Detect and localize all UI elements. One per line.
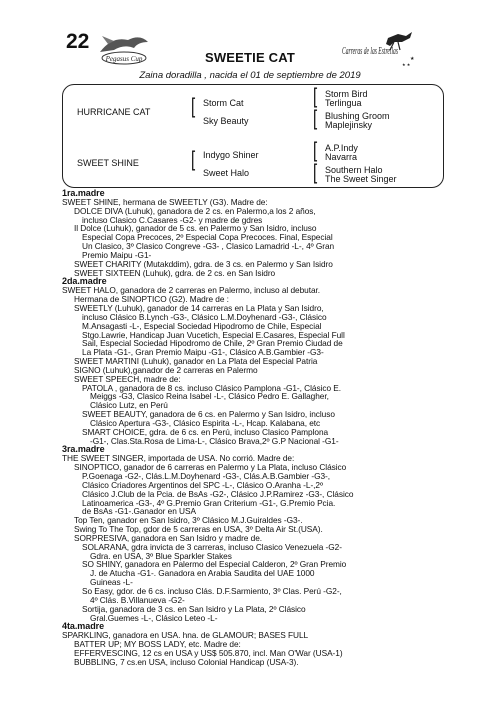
record-line: SWEET CHARITY (Mutakddim), gdra. de 3 cs. en Palermo y San Isidro [74, 258, 333, 269]
record-line: 4º Clás. B.Villanueva -G2- [90, 594, 185, 605]
record-line: P.Goenaga -G2-, Clás.L.M.Doyhenard -G3-, Clás.A.B.Gambier -G3-, [82, 471, 331, 481]
record-line: THE SWEET SINGER, importada de USA. No corrió. Madre de: [62, 453, 295, 464]
pedigree-box [62, 84, 444, 188]
horse-description: Zaina doradilla , nacida el 01 de septiembre de 2019 [139, 70, 361, 81]
record-line: DOLCE DIVA (Luhuk), ganadora de 2 cs. en Palermo,a los 2 años, [74, 205, 316, 216]
section-heading: 1ra.madre [62, 188, 105, 198]
record-line: Top Ten, ganador en San Isidro, 3º Clásico M.J.Guiraldes -G3-. [74, 515, 303, 526]
record-line: SO SHINY, ganadora en Palermo del Especial Calderon, 2º Gran Premio [82, 559, 347, 570]
logo-right-text: Carreras de las Estrellas [342, 46, 399, 57]
record-line: SWEETLY (Luhuk), ganador de 14 carreras en La Plata y San Isidro, [74, 302, 324, 313]
record-line: BATTER UP; MY BOSS LADY, etc. Madre de: [74, 639, 241, 650]
bracket-icon: [ [313, 160, 318, 185]
record-line: Guineas -L- [90, 577, 133, 588]
pedigree-dam-dam: Sweet Halo [203, 168, 250, 178]
record-line: SORPRESIVA, ganadora en San Isidro y madre de. [74, 532, 263, 543]
pedigree-sd-dam: Maplejinsky [325, 120, 373, 130]
record-line: Gral.Guemes -L-, Clásico Leteo -L- [90, 612, 218, 623]
record-line: SWEET BEAUTY, ganadora de 6 cs. en Palermo y San Isidro, incluso [82, 409, 335, 420]
pedigree-sd-sire: Blushing Groom [325, 111, 390, 121]
record-line: de BsAs -G1-.Ganador en USA [82, 506, 196, 517]
record-line: incluso Clasico C.Casares -G2- y madre de gdres [82, 214, 263, 225]
record-line: SWEET SIXTEEN (Luhuk), gdra. de 2 cs. en San Isidro [74, 267, 276, 278]
record-line: SMART CHOICE, gdra. de 6 cs. en Perú, incluso Clasico Pamplona [82, 426, 329, 437]
record-line: SIGNO (Luhuk),ganador de 2 carreras en Palermo [74, 364, 258, 375]
pedigree-ds-dam: Navarra [325, 152, 358, 162]
record-line: Stgo.Lawrie, Handicap Juan Vucetich, Especial E.Casares, Especial Full [82, 329, 345, 340]
record-line: EFFERVESCING, 12 cs en USA y US$ 505.870, incl. Man O'War (USA-1) [74, 647, 343, 658]
pedigree-dd-sire: Southern Halo [325, 165, 383, 175]
pedigree-ds-sire: A.P.Indy [325, 143, 358, 153]
record-line: SWEET HALO, ganadora de 2 carreras en Palermo, incluso al debutar. [62, 285, 321, 296]
pedigree-sire-dam: Sky Beauty [203, 116, 249, 126]
record-line: Premio Maipu -G1- [82, 249, 152, 260]
record-line: BUBBLING, 7 cs.en USA, incluso Colonial Handicap (USA-3). [74, 656, 299, 667]
svg-text:★ ★: ★ ★ [402, 62, 411, 67]
record-line: SWEET SPEECH, madre de: [74, 373, 181, 384]
record-line: Clásico Criadores Argentinos del SPC -L-, Clásico O.Aranha -L-,2º [82, 479, 323, 490]
record-line: So Easy, gdor. de 6 cs. incluso Clás. D.F.Sarmiento, 3º Clas. Perú -G2-, [82, 585, 342, 596]
record-line: M.Ansagasti -L-, Especial Sociedad Hipodromo de Chile, Especial [82, 320, 322, 331]
record-line: incluso Clásico B.Lynch -G3-, Clásico L.M.Doyhenard -G3-, Clásico [82, 311, 327, 322]
record-line: SPARKLING, ganadora en USA. hna. de GLAMOUR; BASES FULL [62, 630, 309, 641]
record-line: Meiggs -G3, Clasico Reina Isabel -L-, Clásico Pedro E. Gallagher, [90, 391, 329, 402]
record-line: La Plata -G1-, Gran Premio Maipu -G1-, Clásico A.B.Gambier -G3- [82, 347, 324, 358]
record-line: Clásico Apertura -G3-, Clásico Espirita -L-, Hcap. Kalabana, etc [90, 417, 321, 428]
record-line: Clásico Lutz, en Perú [90, 400, 168, 411]
pedigree-dam: SWEET SHINE [77, 158, 139, 168]
record-line: Gdra. en USA, 3º Blue Sparkler Stakes [90, 550, 232, 561]
record-line: Hermana de SINOPTICO (G2). Madre de : [74, 294, 229, 305]
record-line: J. de Atucha -G1-. Ganadora en Arabia Saudita del UAE 1000 [90, 568, 315, 579]
bracket-icon: [ [313, 138, 318, 163]
section-heading: 4ta.madre [62, 621, 105, 632]
record-line: Sortija, ganadora de 3 cs. en San Isidro y La Plata, 2º Clásico [82, 603, 306, 614]
bracket-icon: [ [313, 84, 318, 109]
record-line: PATOLA , ganadora de 8 cs. incluso Clásico Pamplona -G1-, Clásico E. [82, 382, 342, 393]
section-heading: 3ra.madre [62, 444, 105, 455]
pedigree-sire-sire: Storm Cat [203, 98, 244, 108]
record-line: Sail, Especial Sociedad Hipodromo de Chile, 2º Gran Premio Ciudad de [82, 338, 343, 349]
horse-name: SWEETIE CAT [204, 50, 296, 65]
pedigree-sire: HURRICANE CAT [77, 107, 151, 117]
record-line: SINOPTICO, ganador de 6 carreras en Palermo y La Plata, incluso Clásico [74, 462, 347, 473]
pedigree-ss-dam: Terlingua [325, 98, 362, 108]
record-line: Especial Copa Precoces, 2º Especial Copa Precoces. Final, Especial [82, 232, 333, 243]
bracket-icon: [ [191, 94, 196, 119]
svg-text:★: ★ [410, 56, 415, 62]
bracket-icon: [ [191, 147, 196, 172]
logo-left-text: Pegasus Cup [105, 55, 143, 63]
produce-record [62, 189, 442, 705]
record-line: -G1-, Clas.Sta.Rosa de Lima-L-, Clásico Brava,2º G.P Nacional -G1- [90, 435, 339, 446]
pedigree-dam-sire: Indygo Shiner [203, 150, 259, 160]
record-line: Swing To The Top, gdor de 5 carreras en USA, 3º Delta Air St.(USA). [74, 524, 323, 535]
bracket-icon: [ [313, 106, 318, 131]
pedigree-dd-dam: The Sweet Singer [325, 174, 397, 184]
pedigree-ss-sire: Storm Bird [325, 89, 368, 99]
record-line: SWEET MARTINI (Luhuk), ganador en La Plata del Especial Patria [74, 356, 318, 367]
record-line: SOLARANA, gdra invicta de 3 carreras, incluso Clasico Venezuela -G2- [82, 541, 342, 552]
section-heading: 2da.madre [62, 276, 107, 287]
record-line: Un Clasico, 3º Clasico Congreve -G3- , Clasico Lamadrid -L-, 4º Gran [82, 241, 335, 252]
record-line: Latinoamerica -G3-, 4º G.Premio Gran Criterium -G1-, G.Premio Pcia. [82, 497, 336, 508]
record-line: Il Dolce (Luhuk), ganador de 5 cs. en Palermo y San Isidro, incluso [74, 223, 317, 234]
lot-number: 22 [66, 30, 90, 53]
record-line: SWEET SHINE, hermana de SWEETLY (G3). Madre de: [62, 196, 268, 207]
record-line: Clásico J.Club de la Pcia. de BsAs -G2-, Clásico J.P.Ramirez -G3-, Clásico [82, 488, 354, 499]
